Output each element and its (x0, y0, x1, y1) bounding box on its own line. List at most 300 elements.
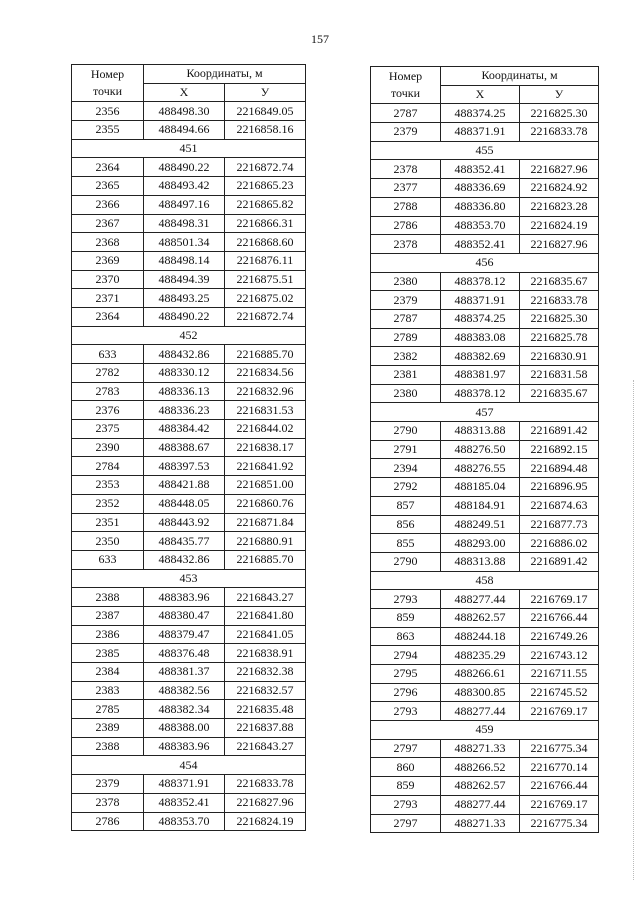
x-coordinate-cell: 488490.22 (144, 158, 225, 177)
x-coordinate-cell: 488432.86 (144, 345, 225, 364)
point-number-cell: 2394 (371, 459, 441, 478)
table-row (72, 625, 306, 644)
point-number-cell: 2378 (72, 793, 144, 812)
x-coordinate-cell: 488501.34 (144, 233, 225, 252)
y-coordinate-cell: 2216766.44 (520, 777, 599, 796)
point-number-cell: 2782 (72, 364, 144, 383)
table-row (371, 235, 599, 254)
table-row (371, 440, 599, 459)
x-coordinate-cell: 488383.96 (144, 737, 225, 756)
x-coordinate-cell: 488352.41 (144, 793, 225, 812)
x-coordinate-cell: 488382.34 (144, 700, 225, 719)
point-number-cell: 2388 (72, 588, 144, 607)
table-row (72, 233, 306, 252)
point-number-cell: 2786 (371, 216, 441, 235)
table-row (371, 627, 599, 646)
point-header-line1: Номер (388, 69, 423, 84)
y-coordinate-cell: 2216865.82 (225, 195, 306, 214)
table-row (371, 534, 599, 553)
x-coordinate-cell: 488352.41 (441, 160, 520, 179)
x-coordinate-cell: 488493.42 (144, 177, 225, 196)
table-row (371, 646, 599, 665)
point-number-cell: 2378 (371, 235, 441, 254)
y-coordinate-cell: 2216831.53 (225, 401, 306, 420)
table-row (72, 494, 306, 513)
point-number-cell: 633 (72, 345, 144, 364)
table-row (371, 309, 599, 328)
y-coordinate-cell: 2216827.96 (520, 235, 599, 254)
x-coordinate-cell: 488313.88 (441, 552, 520, 571)
y-coordinate-cell: 2216775.34 (520, 814, 599, 833)
x-coordinate-cell: 488382.69 (441, 347, 520, 366)
x-coordinate-cell: 488336.69 (441, 179, 520, 198)
coordinates-table-right (370, 66, 599, 833)
point-number-cell: 859 (371, 608, 441, 627)
point-number-cell: 2795 (371, 665, 441, 684)
x-coordinate-cell: 488300.85 (441, 683, 520, 702)
section-label: 457 (371, 403, 599, 422)
point-number-cell: 860 (371, 758, 441, 777)
point-number-cell: 2796 (371, 683, 441, 702)
point-number-cell: 2375 (72, 420, 144, 439)
point-number-cell: 2783 (72, 382, 144, 401)
x-coordinate-cell: 488266.61 (441, 665, 520, 684)
x-coordinate-cell: 488435.77 (144, 532, 225, 551)
section-row (72, 326, 306, 345)
y-coordinate-cell: 2216892.15 (520, 440, 599, 459)
point-number-cell: 2789 (371, 328, 441, 347)
point-number-cell: 2377 (371, 179, 441, 198)
point-number-cell: 2381 (371, 366, 441, 385)
y-coordinate-cell: 2216885.70 (225, 550, 306, 569)
y-coordinate-cell: 2216891.42 (520, 552, 599, 571)
y-coordinate-cell: 2216833.78 (520, 291, 599, 310)
point-number-cell: 2390 (72, 438, 144, 457)
point-number-cell: 2787 (371, 104, 441, 123)
x-coordinate-cell: 488330.12 (144, 364, 225, 383)
x-coordinate-cell: 488185.04 (441, 478, 520, 497)
y-coordinate-cell: 2216745.52 (520, 683, 599, 702)
y-coordinate-cell: 2216871.84 (225, 513, 306, 532)
table-row (72, 401, 306, 420)
table-row (72, 345, 306, 364)
x-coordinate-cell: 488313.88 (441, 422, 520, 441)
y-coordinate-cell: 2216885.70 (225, 345, 306, 364)
y-coordinate-cell: 2216872.74 (225, 158, 306, 177)
table-row (72, 606, 306, 625)
table-row (371, 291, 599, 310)
y-coordinate-cell: 2216891.42 (520, 422, 599, 441)
section-row (371, 721, 599, 740)
x-coordinate-cell: 488293.00 (441, 534, 520, 553)
point-number-cell: 2364 (72, 158, 144, 177)
table-row (72, 681, 306, 700)
y-coordinate-cell: 2216865.23 (225, 177, 306, 196)
table-row (72, 158, 306, 177)
point-number-cell: 2797 (371, 814, 441, 833)
y-coordinate-cell: 2216838.91 (225, 644, 306, 663)
point-number-cell: 2369 (72, 251, 144, 270)
y-coordinate-cell: 2216875.02 (225, 289, 306, 308)
x-coordinate-cell: 488378.12 (441, 384, 520, 403)
table-row (72, 775, 306, 794)
x-coordinate-cell: 488244.18 (441, 627, 520, 646)
point-number-cell: 2365 (72, 177, 144, 196)
point-number-cell: 2368 (72, 233, 144, 252)
x-coordinate-cell: 488381.37 (144, 663, 225, 682)
table-row (72, 588, 306, 607)
y-coordinate-cell: 2216874.63 (520, 496, 599, 515)
x-coordinate-cell: 488371.91 (441, 291, 520, 310)
x-coordinate-cell: 488448.05 (144, 494, 225, 513)
y-coordinate-cell: 2216843.27 (225, 588, 306, 607)
x-coordinate-cell: 488379.47 (144, 625, 225, 644)
table-row (72, 420, 306, 439)
x-coordinate-cell: 488382.56 (144, 681, 225, 700)
y-coordinate-cell: 2216894.48 (520, 459, 599, 478)
table-row (371, 384, 599, 403)
point-number-header (371, 67, 441, 104)
x-coordinate-cell: 488262.57 (441, 608, 520, 627)
x-coordinate-cell: 488371.91 (441, 123, 520, 142)
x-coordinate-cell: 488276.50 (441, 440, 520, 459)
table-row (72, 550, 306, 569)
y-coordinate-cell: 2216851.00 (225, 476, 306, 495)
table-row (72, 457, 306, 476)
x-coordinate-cell: 488374.25 (441, 104, 520, 123)
section-label: 455 (371, 141, 599, 160)
table-row (72, 532, 306, 551)
section-row (72, 756, 306, 775)
table-row (371, 366, 599, 385)
point-number-cell: 856 (371, 515, 441, 534)
y-coordinate-cell: 2216766.44 (520, 608, 599, 627)
point-number-cell: 2378 (371, 160, 441, 179)
x-coordinate-cell: 488276.55 (441, 459, 520, 478)
x-coordinate-cell: 488235.29 (441, 646, 520, 665)
table-row (72, 289, 306, 308)
table-row (72, 812, 306, 831)
table-row (72, 476, 306, 495)
point-number-cell: 2790 (371, 422, 441, 441)
y-coordinate-cell: 2216833.78 (225, 775, 306, 794)
x-coordinate-cell: 488184.91 (441, 496, 520, 515)
point-number-cell: 2787 (371, 309, 441, 328)
x-coordinate-cell: 488490.22 (144, 307, 225, 326)
x-coordinate-cell: 488498.30 (144, 102, 225, 121)
x-coordinate-cell: 488376.48 (144, 644, 225, 663)
table-row (371, 515, 599, 534)
table-row (371, 702, 599, 721)
point-number-cell: 857 (371, 496, 441, 515)
table-row (371, 608, 599, 627)
point-number-cell: 2386 (72, 625, 144, 644)
point-number-cell: 2793 (371, 795, 441, 814)
table-row (72, 195, 306, 214)
x-coordinate-cell: 488493.25 (144, 289, 225, 308)
point-number-cell: 2356 (72, 102, 144, 121)
point-number-cell: 2389 (72, 719, 144, 738)
y-coordinate-cell: 2216835.48 (225, 700, 306, 719)
x-coordinate-cell: 488271.33 (441, 739, 520, 758)
point-number-cell: 2366 (72, 195, 144, 214)
y-coordinate-cell: 2216834.56 (225, 364, 306, 383)
coordinates-table-left (71, 64, 306, 831)
y-coordinate-cell: 2216825.30 (520, 104, 599, 123)
x-coordinate-cell: 488494.66 (144, 121, 225, 140)
point-number-cell: 2364 (72, 307, 144, 326)
section-row (72, 139, 306, 158)
y-coordinate-cell: 2216827.96 (520, 160, 599, 179)
section-row (72, 569, 306, 588)
coordinates-header: Координаты, м (441, 67, 599, 86)
point-number-cell: 2371 (72, 289, 144, 308)
table-row (72, 364, 306, 383)
point-number-cell: 2382 (371, 347, 441, 366)
x-coordinate-cell: 488494.39 (144, 270, 225, 289)
table-body-right (371, 104, 599, 833)
point-number-cell: 855 (371, 534, 441, 553)
table-row (371, 422, 599, 441)
x-coordinate-cell: 488271.33 (441, 814, 520, 833)
y-coordinate-cell: 2216868.60 (225, 233, 306, 252)
table-row (371, 197, 599, 216)
point-number-cell: 2387 (72, 606, 144, 625)
x-coordinate-cell: 488336.13 (144, 382, 225, 401)
x-coordinate-cell: 488336.80 (441, 197, 520, 216)
y-coordinate-cell: 2216843.27 (225, 737, 306, 756)
section-label: 453 (72, 569, 306, 588)
point-number-cell: 2384 (72, 663, 144, 682)
point-number-cell: 2367 (72, 214, 144, 233)
y-coordinate-cell: 2216832.57 (225, 681, 306, 700)
section-row (371, 141, 599, 160)
table-row (371, 272, 599, 291)
point-number-cell: 2791 (371, 440, 441, 459)
y-coordinate-cell: 2216841.92 (225, 457, 306, 476)
table-row (72, 214, 306, 233)
x-coordinate-cell: 488388.67 (144, 438, 225, 457)
point-number-cell: 2797 (371, 739, 441, 758)
point-number-cell: 2792 (371, 478, 441, 497)
x-header: X (144, 83, 225, 102)
point-number-cell: 2352 (72, 494, 144, 513)
section-label: 459 (371, 721, 599, 740)
table-row (72, 251, 306, 270)
x-coordinate-cell: 488497.16 (144, 195, 225, 214)
x-coordinate-cell: 488498.14 (144, 251, 225, 270)
table-row (72, 700, 306, 719)
x-coordinate-cell: 488397.53 (144, 457, 225, 476)
table-row (371, 459, 599, 478)
table-row (371, 552, 599, 571)
x-coordinate-cell: 488249.51 (441, 515, 520, 534)
y-coordinate-cell: 2216775.34 (520, 739, 599, 758)
point-number-cell: 2351 (72, 513, 144, 532)
y-coordinate-cell: 2216769.17 (520, 702, 599, 721)
y-coordinate-cell: 2216824.19 (520, 216, 599, 235)
section-label: 451 (72, 139, 306, 158)
x-coordinate-cell: 488277.44 (441, 702, 520, 721)
x-coordinate-cell: 488262.57 (441, 777, 520, 796)
x-coordinate-cell: 488277.44 (441, 590, 520, 609)
x-coordinate-cell: 488498.31 (144, 214, 225, 233)
table-row (72, 382, 306, 401)
x-coordinate-cell: 488371.91 (144, 775, 225, 794)
y-coordinate-cell: 2216743.12 (520, 646, 599, 665)
table-row (72, 307, 306, 326)
section-row (371, 571, 599, 590)
x-coordinate-cell: 488421.88 (144, 476, 225, 495)
y-coordinate-cell: 2216835.67 (520, 272, 599, 291)
y-coordinate-cell: 2216835.67 (520, 384, 599, 403)
table-row (72, 177, 306, 196)
point-number-cell: 2785 (72, 700, 144, 719)
x-coordinate-cell: 488266.52 (441, 758, 520, 777)
table-row (371, 795, 599, 814)
x-coordinate-cell: 488378.12 (441, 272, 520, 291)
y-coordinate-cell: 2216770.14 (520, 758, 599, 777)
y-coordinate-cell: 2216824.92 (520, 179, 599, 198)
table-row (371, 739, 599, 758)
point-number-cell: 2794 (371, 646, 441, 665)
table-row (371, 777, 599, 796)
x-coordinate-cell: 488352.41 (441, 235, 520, 254)
y-coordinate-cell: 2216860.76 (225, 494, 306, 513)
scan-edge-mark (633, 380, 636, 880)
y-coordinate-cell: 2216825.78 (520, 328, 599, 347)
table-row (72, 644, 306, 663)
point-number-cell: 2379 (371, 291, 441, 310)
x-coordinate-cell: 488336.23 (144, 401, 225, 420)
y-header: У (520, 85, 599, 104)
point-number-cell: 2788 (371, 197, 441, 216)
point-number-cell: 2380 (371, 272, 441, 291)
point-number-cell: 2350 (72, 532, 144, 551)
point-header-line2: точки (390, 86, 421, 101)
table-row (371, 478, 599, 497)
x-coordinate-cell: 488381.97 (441, 366, 520, 385)
x-coordinate-cell: 488383.08 (441, 328, 520, 347)
y-coordinate-cell: 2216832.38 (225, 663, 306, 682)
y-coordinate-cell: 2216866.31 (225, 214, 306, 233)
point-number-cell: 2355 (72, 121, 144, 140)
x-coordinate-cell: 488353.70 (144, 812, 225, 831)
x-coordinate-cell: 488432.86 (144, 550, 225, 569)
y-coordinate-cell: 2216875.51 (225, 270, 306, 289)
point-number-cell: 2370 (72, 270, 144, 289)
y-coordinate-cell: 2216896.95 (520, 478, 599, 497)
table-row (371, 814, 599, 833)
point-number-cell: 859 (371, 777, 441, 796)
y-coordinate-cell: 2216877.73 (520, 515, 599, 534)
point-number-cell: 2784 (72, 457, 144, 476)
table-row (72, 513, 306, 532)
y-coordinate-cell: 2216886.02 (520, 534, 599, 553)
table-row (371, 683, 599, 702)
y-coordinate-cell: 2216824.19 (225, 812, 306, 831)
y-coordinate-cell: 2216858.16 (225, 121, 306, 140)
y-coordinate-cell: 2216841.05 (225, 625, 306, 644)
y-coordinate-cell: 2216831.58 (520, 366, 599, 385)
section-label: 454 (72, 756, 306, 775)
table-row (72, 793, 306, 812)
table-row (371, 758, 599, 777)
y-coordinate-cell: 2216876.11 (225, 251, 306, 270)
point-number-cell: 633 (72, 550, 144, 569)
point-number-cell: 2379 (72, 775, 144, 794)
x-coordinate-cell: 488277.44 (441, 795, 520, 814)
coordinates-header: Координаты, м (144, 65, 306, 84)
y-coordinate-cell: 2216841.80 (225, 606, 306, 625)
point-number-cell: 2380 (371, 384, 441, 403)
table-row (371, 160, 599, 179)
y-coordinate-cell: 2216827.96 (225, 793, 306, 812)
point-number-cell: 2353 (72, 476, 144, 495)
y-coordinate-cell: 2216838.17 (225, 438, 306, 457)
page-number: 157 (311, 32, 329, 46)
y-coordinate-cell: 2216844.02 (225, 420, 306, 439)
x-coordinate-cell: 488383.96 (144, 588, 225, 607)
y-header: У (225, 83, 306, 102)
y-coordinate-cell: 2216837.88 (225, 719, 306, 738)
y-coordinate-cell: 2216849.05 (225, 102, 306, 121)
x-coordinate-cell: 488380.47 (144, 606, 225, 625)
table-row (371, 179, 599, 198)
section-label: 456 (371, 253, 599, 272)
point-number-cell: 2793 (371, 702, 441, 721)
x-coordinate-cell: 488353.70 (441, 216, 520, 235)
point-header-line1: Номер (90, 67, 125, 82)
table-body-left (72, 102, 306, 831)
table-row (72, 121, 306, 140)
point-number-cell: 2376 (72, 401, 144, 420)
y-coordinate-cell: 2216749.26 (520, 627, 599, 646)
table-row (72, 719, 306, 738)
x-header: X (441, 85, 520, 104)
table-row (371, 104, 599, 123)
section-row (371, 403, 599, 422)
table-row (371, 496, 599, 515)
table-row (72, 270, 306, 289)
table-row (72, 663, 306, 682)
y-coordinate-cell: 2216833.78 (520, 123, 599, 142)
point-header-line2: точки (92, 84, 123, 99)
y-coordinate-cell: 2216769.17 (520, 795, 599, 814)
section-row (371, 253, 599, 272)
y-coordinate-cell: 2216825.30 (520, 309, 599, 328)
y-coordinate-cell: 2216832.96 (225, 382, 306, 401)
point-number-cell: 2379 (371, 123, 441, 142)
table-row (371, 347, 599, 366)
point-number-cell: 2793 (371, 590, 441, 609)
point-number-cell: 2388 (72, 737, 144, 756)
table-row (72, 438, 306, 457)
x-coordinate-cell: 488374.25 (441, 309, 520, 328)
y-coordinate-cell: 2216711.55 (520, 665, 599, 684)
table-row (72, 737, 306, 756)
x-coordinate-cell: 488388.00 (144, 719, 225, 738)
point-number-header (72, 65, 144, 102)
table-row (371, 123, 599, 142)
x-coordinate-cell: 488384.42 (144, 420, 225, 439)
table-row (371, 328, 599, 347)
point-number-cell: 863 (371, 627, 441, 646)
point-number-cell: 2790 (371, 552, 441, 571)
point-number-cell: 2786 (72, 812, 144, 831)
x-coordinate-cell: 488443.92 (144, 513, 225, 532)
table-row (371, 590, 599, 609)
